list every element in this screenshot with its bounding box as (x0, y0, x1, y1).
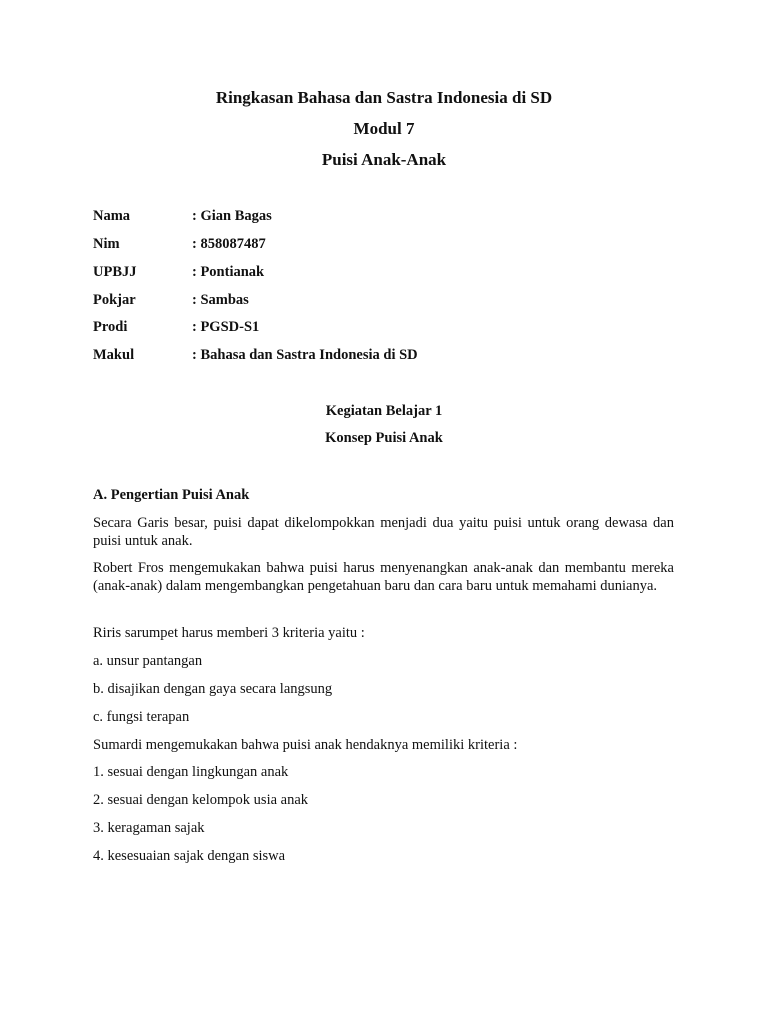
section-heading: A. Pengertian Puisi Anak (93, 487, 250, 503)
sumardi-intro: Sumardi mengemukakan bahwa puisi anak hendaknya memiliki kriteria : (93, 737, 518, 753)
list-item: 3. keragaman sajak (93, 820, 205, 836)
identity-row-upbjj (93, 262, 264, 282)
module-title: Modul 7 (353, 119, 415, 138)
list-item: b. disajikan dengan gaya secara langsung (93, 681, 333, 697)
identity-label: Prodi (93, 319, 128, 335)
paragraph-robert-fros: Robert Fros mengemukakan bahwa puisi harus menyenangkan anak-anak dan membantu mereka (anak-anak) dalam mengembangkan pengetahuan baru dan cara baru untuk memahami dunianya. (93, 560, 674, 594)
activity-title: Kegiatan Belajar 1 (325, 403, 443, 419)
identity-row-nama (93, 206, 272, 226)
identity-value: : PGSD-S1 (192, 319, 260, 335)
identity-label: Pokjar (93, 292, 136, 308)
identity-row-makul (93, 345, 418, 365)
identity-label: Nama (93, 208, 131, 224)
list-item: 2. sesuai dengan kelompok usia anak (93, 792, 309, 808)
identity-row-prodi (93, 317, 259, 337)
list-item: 4. kesesuaian sajak dengan siswa (93, 848, 286, 864)
topic-title: Puisi Anak-Anak (321, 150, 447, 169)
riris-intro: Riris sarumpet harus memberi 3 kriteria yaitu : (93, 625, 365, 641)
identity-row-pokjar (93, 290, 249, 310)
identity-value: : Gian Bagas (192, 208, 272, 224)
document-title: Ringkasan Bahasa dan Sastra Indonesia di SD (215, 88, 553, 107)
activity-subtitle: Konsep Puisi Anak (325, 430, 443, 446)
identity-value: : Pontianak (192, 264, 265, 280)
identity-label: Makul (93, 347, 135, 363)
list-item: a. unsur pantangan (93, 653, 203, 669)
identity-label: UPBJJ (93, 264, 137, 280)
list-item: c. fungsi terapan (93, 709, 190, 725)
paragraph-definition: Secara Garis besar, puisi dapat dikelompokkan menjadi dua yaitu puisi untuk orang dewasa dan puisi untuk anak. (93, 515, 674, 549)
list-item: 1. sesuai dengan lingkungan anak (93, 764, 289, 780)
identity-value: : Bahasa dan Sastra Indonesia di SD (192, 347, 418, 363)
identity-value: : 858087487 (192, 236, 266, 252)
identity-label: Nim (93, 236, 120, 252)
identity-value: : Sambas (192, 292, 249, 308)
identity-row-nim (93, 234, 266, 254)
